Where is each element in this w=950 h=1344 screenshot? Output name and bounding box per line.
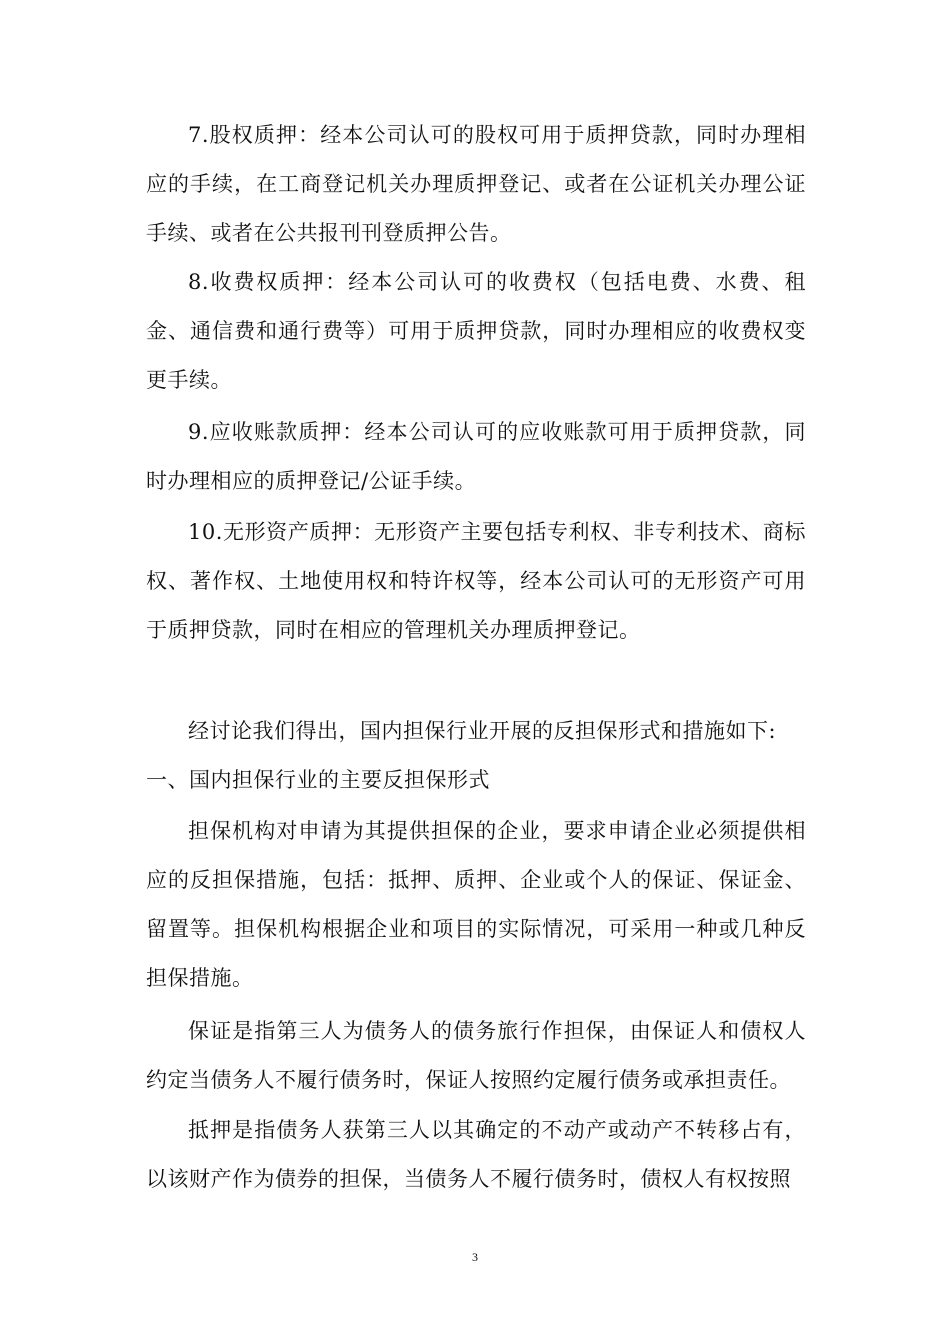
paragraph-intangible-assets-pledge: 10.无形资产质押：无形资产主要包括专利权、非专利技术、商标权、著作权、土地使用权和特许权等，经本公司认可的无形资产可用于质押贷款，同时在相应的管理机关办理质押登记。 <box>146 520 806 642</box>
section-heading-counter-guarantee-forms: 一、国内担保行业的主要反担保形式 <box>146 768 490 792</box>
paragraph-fee-right-pledge: 8.收费权质押：经本公司认可的收费权（包括电费、水费、租金、通信费和通行费等）可用于质押贷款，同时办理相应的收费权变更手续。 <box>146 270 806 392</box>
paragraph-discussion-conclusion: 经讨论我们得出，国内担保行业开展的反担保形式和措施如下: <box>188 719 777 743</box>
paragraph-receivables-pledge: 9.应收账款质押：经本公司认可的应收账款可用于质押贷款，同时办理相应的质押登记/公证手续。 <box>146 420 806 493</box>
paragraph-mortgage-definition: 抵押是指债务人获第三人以其确定的不动产或动产不转移占有，以该财产作为债券的担保，当债务人不履行债务时，债权人有权按照 <box>146 1118 806 1191</box>
paragraph-equity-pledge: 7.股权质押：经本公司认可的股权可用于质押贷款，同时办理相应的手续，在工商登记机关办理质押登记、或者在公证机关办理公证手续、或者在公共报刊刊登质押公告。 <box>146 123 806 245</box>
paragraph-guarantee-definition: 保证是指第三人为债务人的债务旅行作担保，由保证人和债权人约定当债务人不履行债务时，保证人按照约定履行债务或承担责任。 <box>146 1019 806 1092</box>
page-number: 3 <box>472 1250 478 1264</box>
paragraph-counter-guarantee-measures: 担保机构对申请为其提供担保的企业，要求申请企业必须提供相应的反担保措施，包括：抵押、质押、企业或个人的保证、保证金、留置等。担保机构根据企业和项目的实际情况，可采用一种或几种反担保措施。 <box>146 819 806 990</box>
